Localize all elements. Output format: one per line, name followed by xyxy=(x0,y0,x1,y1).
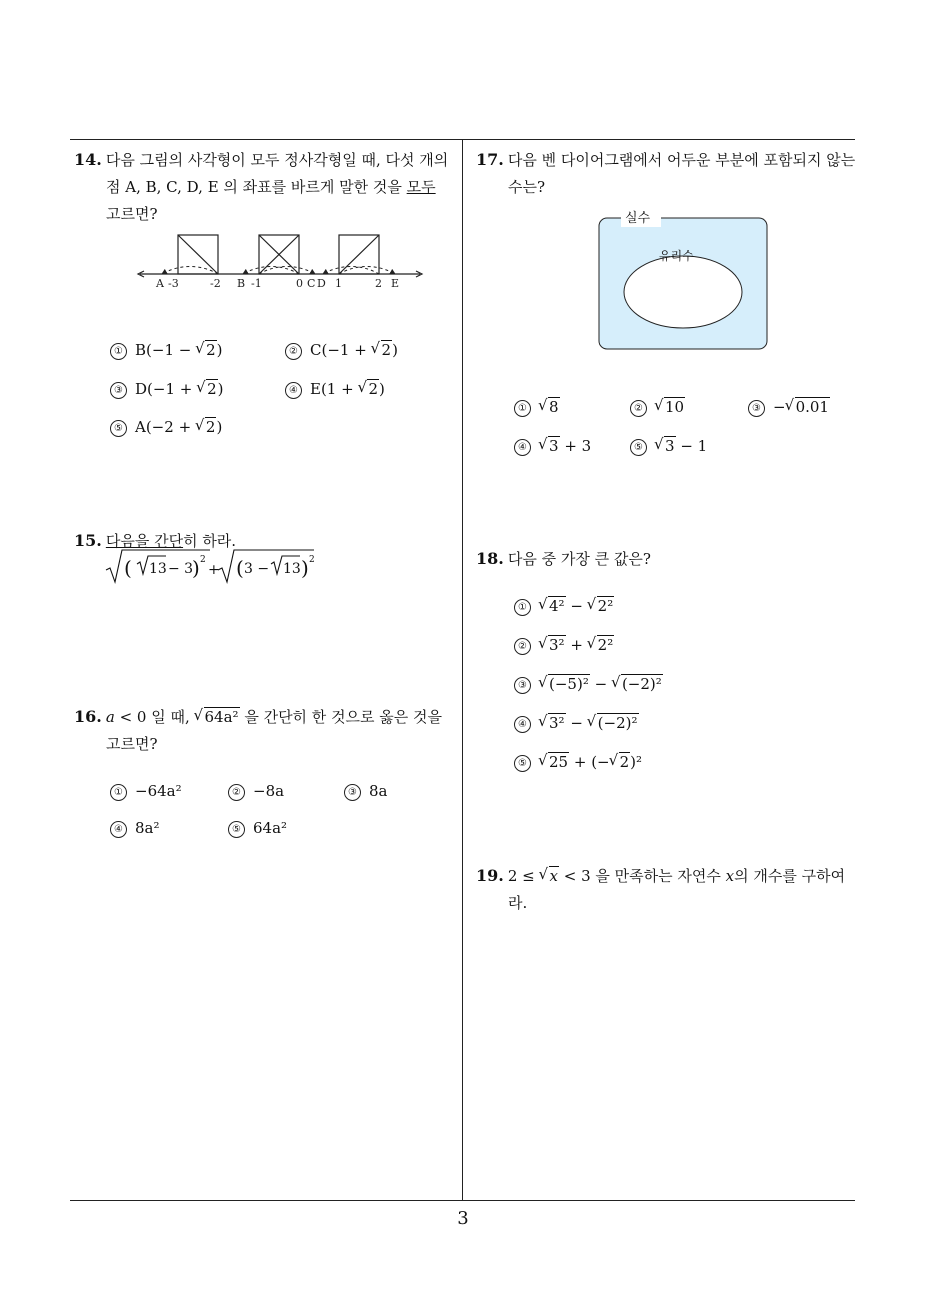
variable: x xyxy=(725,867,735,885)
axis-label: 2 xyxy=(375,277,382,290)
question-text: 2 ≤ xyxy=(507,867,540,885)
radicand: 2 xyxy=(205,418,216,436)
radicand: 3² xyxy=(549,636,565,654)
q15-expression xyxy=(104,546,324,586)
square-3-diagonal xyxy=(339,235,379,274)
radicand: 3² xyxy=(549,714,565,732)
choice-mark: ③ xyxy=(344,784,361,801)
choice-mark: ① xyxy=(514,599,531,616)
answer-option-1[interactable] xyxy=(514,597,614,616)
axis-label: B xyxy=(237,277,246,290)
answer-option-5[interactable] xyxy=(514,753,642,772)
choice-mark: ② xyxy=(630,400,647,417)
inner-set-label: 유리수 xyxy=(659,249,694,263)
axis-label: -2 xyxy=(210,277,221,290)
underlined-text: 다음을 간단 xyxy=(105,532,184,550)
bottom-rule xyxy=(70,1200,855,1201)
option-text: 8a xyxy=(369,782,388,800)
radicand: 2² xyxy=(597,597,614,615)
question-text: < 3 을 만족하는 자연수 xyxy=(558,867,726,885)
choice-mark: ⑤ xyxy=(110,420,127,437)
question-number: 19. xyxy=(476,866,504,885)
axis-label: D xyxy=(317,277,326,290)
question-text: < 0 일 때, xyxy=(114,708,195,726)
choice-mark: ④ xyxy=(110,821,127,838)
page-number: 3 xyxy=(457,1208,469,1229)
question-text: 을 간단히 한 것으로 옳은 것을 xyxy=(239,708,443,726)
question-18 xyxy=(476,545,860,573)
expr-part: 13 xyxy=(283,561,301,577)
variable: a xyxy=(105,708,115,726)
option-text: A(−2 + xyxy=(135,418,196,436)
radicand: 2 xyxy=(368,380,378,398)
answer-option-2[interactable] xyxy=(630,398,685,417)
radicand: 3 xyxy=(665,437,675,455)
choice-mark: ④ xyxy=(285,382,302,399)
venn-diagram xyxy=(597,206,771,352)
choice-mark: ⑤ xyxy=(630,439,647,456)
axis-label: E xyxy=(391,277,400,290)
expr-part: 13 xyxy=(149,561,167,577)
axis-label: -3 xyxy=(168,277,179,290)
axis-label: A xyxy=(156,277,164,290)
answer-option-3[interactable] xyxy=(344,782,388,801)
answer-option-4[interactable] xyxy=(514,437,591,456)
option-text: + xyxy=(565,636,588,654)
choice-mark: ④ xyxy=(514,716,531,733)
choice-mark: ④ xyxy=(514,439,531,456)
radicand: 25 xyxy=(549,753,569,771)
option-text: + (− xyxy=(569,753,610,771)
answer-option-3[interactable] xyxy=(514,675,663,694)
axis-label: 1 xyxy=(335,277,342,290)
question-number: 18. xyxy=(476,549,504,568)
option-text: − 1 xyxy=(675,437,708,455)
radicand: 2² xyxy=(597,636,614,654)
question-text: 의 개수를 구하여 xyxy=(734,867,846,885)
choice-mark: ③ xyxy=(514,677,531,694)
radicand: 4² xyxy=(549,597,565,615)
option-text: ) xyxy=(216,418,223,436)
answer-option-4[interactable] xyxy=(514,714,639,733)
question-number: 17. xyxy=(476,150,504,169)
answer-option-1[interactable] xyxy=(110,782,182,801)
option-text: B(−1 − xyxy=(135,341,197,359)
option-text: 64a² xyxy=(253,819,288,837)
radicand: 0.01 xyxy=(795,398,829,416)
question-text: 다음 그림의 사각형이 모두 정사각형일 때, 다섯 개의 xyxy=(105,151,449,169)
option-text: − xyxy=(565,714,588,732)
square-1-diagonal xyxy=(178,235,218,274)
dashed-arc-a xyxy=(162,266,218,274)
choice-mark: ② xyxy=(285,343,302,360)
underlined-text: 모두 xyxy=(406,178,436,196)
axis-label: 0 xyxy=(296,277,303,290)
paren: ( xyxy=(236,556,244,580)
radicand: 3 xyxy=(549,437,559,455)
radicand: 64a² xyxy=(204,708,239,726)
outer-set-label: 실수 xyxy=(625,211,651,226)
dashed-arc-e xyxy=(339,266,395,274)
option-text: − xyxy=(773,398,786,416)
exponent: 2 xyxy=(200,555,206,565)
option-text: + 3 xyxy=(559,437,592,455)
radicand: 2 xyxy=(206,341,216,359)
choice-mark: ① xyxy=(514,400,531,417)
dashed-arc-d xyxy=(323,266,379,274)
expr-part: − 3 xyxy=(168,561,194,577)
radicand: x xyxy=(549,867,558,885)
question-14 xyxy=(74,146,458,228)
question-text: 점 A, B, C, D, E 의 좌표를 바르게 말한 것을 xyxy=(106,178,407,196)
answer-option-5[interactable] xyxy=(228,819,287,838)
radicand: 10 xyxy=(665,398,685,416)
question-17 xyxy=(476,146,860,201)
choice-mark: ③ xyxy=(748,400,765,417)
choice-mark: ② xyxy=(514,638,531,655)
question-text: 다음 벤 다이어그램에서 어두운 부분에 포함되지 않는 xyxy=(507,151,856,169)
dashed-arc-c xyxy=(259,266,315,274)
number-line-figure xyxy=(130,228,430,294)
option-text: ) xyxy=(216,341,223,359)
option-text: D(−1 + xyxy=(135,380,198,398)
option-text: −8a xyxy=(253,782,285,800)
radicand: (−5)² xyxy=(549,675,589,693)
expr-part: 3 − xyxy=(244,561,270,577)
option-text: C(−1 + xyxy=(310,341,372,359)
option-text: 8a² xyxy=(135,819,160,837)
radicand: 8 xyxy=(549,398,559,416)
answer-option-4[interactable] xyxy=(285,380,385,399)
expr-part: + xyxy=(208,562,220,578)
option-text: E(1 + xyxy=(310,380,359,398)
choice-mark: ③ xyxy=(110,382,127,399)
answer-option-5[interactable] xyxy=(110,418,222,437)
choice-mark: ⑤ xyxy=(514,755,531,772)
rational-number-set xyxy=(624,256,742,328)
choice-mark: ① xyxy=(110,784,127,801)
option-text: ) xyxy=(379,380,385,398)
question-16 xyxy=(74,703,458,758)
radicand: (−2)² xyxy=(597,714,638,732)
question-number: 16. xyxy=(74,707,102,726)
option-text: −64a² xyxy=(135,782,182,800)
question-text: 수는? xyxy=(508,178,546,196)
axis-label: C xyxy=(307,277,316,290)
choice-mark: ② xyxy=(228,784,245,801)
answer-option-1[interactable] xyxy=(514,398,560,417)
question-text: 고르면? xyxy=(106,735,158,753)
paren: ) xyxy=(192,556,200,580)
radicand: (−2)² xyxy=(621,675,662,693)
choice-mark: ① xyxy=(110,343,127,360)
column-divider xyxy=(462,139,463,1200)
question-text: 다음 중 가장 큰 값은? xyxy=(507,550,651,568)
answer-option-2[interactable] xyxy=(514,636,614,655)
option-text: )² xyxy=(630,753,643,771)
answer-option-3[interactable] xyxy=(748,398,830,417)
option-text: − xyxy=(589,675,612,693)
answer-option-2[interactable] xyxy=(228,782,284,801)
question-number: 15. xyxy=(74,531,102,550)
radicand: 2 xyxy=(207,380,217,398)
question-text: 히 하라. xyxy=(183,532,237,550)
answer-option-5[interactable] xyxy=(630,437,707,456)
answer-option-3[interactable] xyxy=(110,380,224,399)
question-text: 고르면? xyxy=(106,205,158,223)
exponent: 2 xyxy=(309,555,315,565)
option-text: ) xyxy=(217,380,224,398)
answer-option-2[interactable] xyxy=(285,341,398,360)
question-19 xyxy=(476,862,860,917)
answer-option-4[interactable] xyxy=(110,819,160,838)
radicand: 2 xyxy=(619,753,630,771)
question-text: 라. xyxy=(508,894,528,912)
paren: ( xyxy=(124,556,132,580)
choice-mark: ⑤ xyxy=(228,821,245,838)
option-text: − xyxy=(565,597,588,615)
radicand: 2 xyxy=(381,341,392,359)
option-text: ) xyxy=(392,341,398,359)
answer-option-1[interactable] xyxy=(110,341,223,360)
axis-label: -1 xyxy=(251,277,262,290)
paren: ) xyxy=(301,556,309,580)
dashed-arc-b xyxy=(243,266,299,274)
question-number: 14. xyxy=(74,150,102,169)
